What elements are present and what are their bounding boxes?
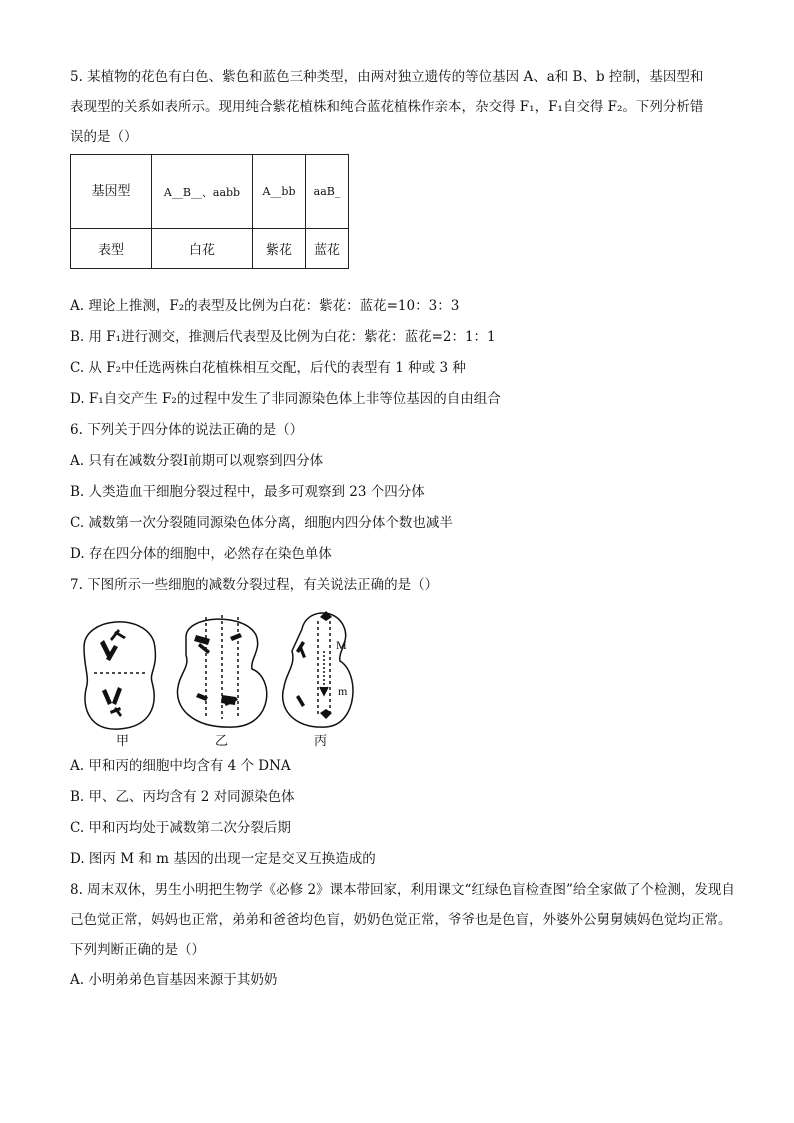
table-head-phenotype: 表型 [71, 229, 152, 269]
question-8 [70, 875, 740, 996]
table-cell: aaB_ [306, 155, 349, 229]
table-cell: A__B__、aabb [152, 155, 253, 229]
gene-label-M: M [336, 638, 347, 652]
cell-label-bing: 丙 [314, 734, 328, 747]
question-5 [70, 62, 740, 415]
meiosis-cells-figure [74, 607, 354, 747]
gene-label-m: m [338, 684, 348, 698]
table-cell: 紫花 [253, 229, 306, 269]
q5-option-c: C. 从 F₂中任选两株白花植株相互交配，后代的表型有 1 种或 3 种 [70, 360, 466, 376]
genotype-phenotype-table [70, 154, 349, 269]
table-cell: A__bb [253, 155, 306, 229]
q6-option-c: C. 减数第一次分裂随同源染色体分离，细胞内四分体个数也减半 [70, 515, 453, 531]
q5-stem-line3: 误的是（） [70, 129, 138, 145]
cell-yi-diagram [177, 615, 266, 727]
q5-option-b: B. 用 F₁进行测交，推测后代表型及比例为白花：紫花：蓝花=2：1：1 [70, 329, 496, 345]
q5-stem-line2: 表现型的关系如表所示。现用纯合紫花植株和纯合蓝花植株作亲本，杂交得 F₁，F₁自交得 F₂。下列分析错 [70, 99, 704, 115]
q7-option-b: B. 甲、乙、丙均含有 2 对同源染色体 [70, 789, 295, 805]
q5-option-d: D. F₁自交产生 F₂的过程中发生了非同源染色体上非等位基因的自由组合 [70, 391, 501, 407]
q6-stem: 6. 下列关于四分体的说法正确的是（） [70, 422, 304, 438]
table-head-genotype: 基因型 [71, 155, 152, 229]
q5-option-a: A. 理论上推测，F₂的表型及比例为白花：紫花：蓝花=10：3：3 [70, 298, 460, 314]
cell-label-yi: 乙 [215, 734, 229, 747]
q7-option-a: A. 甲和丙的细胞中均含有 4 个 DNA [70, 758, 291, 774]
q8-stem: 8. 周末双休，男生小明把生物学《必修 2》课本带回家，利用课文“红绿色盲检查图”给全家做了个检测，发现自己色觉正常，妈妈也正常，弟弟和爸爸均色盲，奶奶色觉正常，爷爷也是色盲，外婆外公舅舅姨妈色觉均正常。下列判断正确的是（） [70, 882, 735, 958]
cell-jia-diagram [84, 622, 155, 729]
q6-option-d: D. 存在四分体的细胞中，必然存在染色单体 [70, 546, 332, 562]
q6-option-a: A. 只有在减数分裂Ⅰ前期可以观察到四分体 [70, 453, 324, 469]
q7-stem: 7. 下图所示一些细胞的减数分裂过程，有关说法正确的是（） [70, 577, 439, 593]
q5-stem-line1: 5. 某植物的花色有白色、紫色和蓝色三种类型，由两对独立遗传的等位基因 A、a和 B、b 控制，基因型和 [70, 69, 704, 85]
question-7 [70, 570, 740, 875]
table-row-phenotype [71, 229, 349, 269]
cell-label-jia: 甲 [116, 734, 130, 747]
table-row-genotype [71, 155, 349, 229]
q7-option-c: C. 甲和丙均处于减数第二次分裂后期 [70, 820, 291, 836]
q6-option-b: B. 人类造血干细胞分裂过程中，最多可观察到 23 个四分体 [70, 484, 425, 500]
cell-bing-diagram [283, 611, 353, 727]
table-cell: 蓝花 [306, 229, 349, 269]
q7-option-d: D. 图丙 M 和 m 基因的出现一定是交叉互换造成的 [70, 851, 376, 867]
question-page [70, 62, 740, 996]
question-6 [70, 415, 740, 570]
table-cell: 白花 [152, 229, 253, 269]
q8-option-a: A. 小明弟弟色盲基因来源于其奶奶 [70, 972, 278, 988]
